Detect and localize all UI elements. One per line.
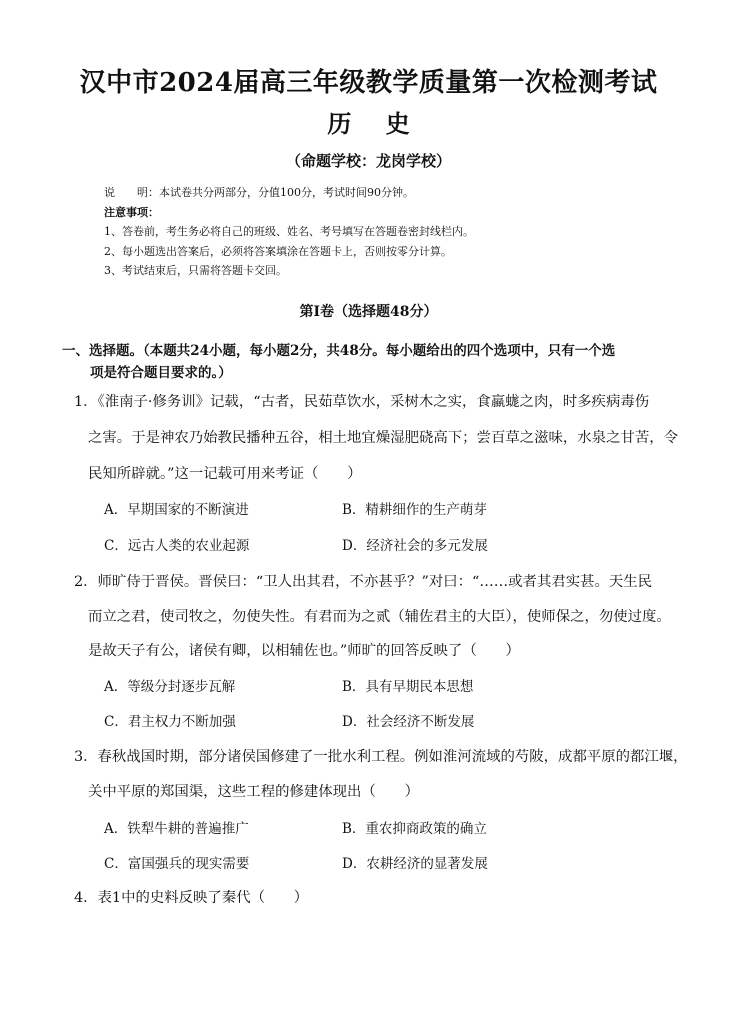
instruction-line: 项是符合题目要求的。） [90,365,232,381]
question-text: 关中平原的郑国渠，这些工程的修建体现出（ ） [88,784,419,800]
option-c[interactable]: C．君主权力不断加强 [104,714,236,730]
option-c[interactable]: C．富国强兵的现实需要 [104,856,250,872]
option-d[interactable]: D．社会经济不断发展 [342,714,475,730]
question-text: 3．春秋战国时期，部分诸侯国修建了一批水利工程。例如淮河流域的芍陂，成都平原的都江堰， [74,749,688,765]
notes-item: 3、考试结束后，只需将答题卡交回。 [104,264,287,277]
notes-heading: 注意事项： [104,205,159,219]
option-b[interactable]: B．重农抑商政策的确立 [342,821,487,837]
exam-notes [104,183,474,281]
option-b[interactable]: B．精耕细作的生产萌芽 [342,502,487,518]
section-instruction [62,340,692,384]
option-c[interactable]: C．远古人类的农业起源 [104,538,250,554]
section-title: 第Ⅰ卷（选择题48分） [299,304,438,320]
school-line: （命题学校：龙岗学校） [285,152,451,170]
question-text: 之害。于是神农乃始教民播种五谷，相土地宜燥湿肥硗高下；尝百草之滋味，水泉之甘苦，令 [88,430,679,446]
subject-title: 历 史 [327,109,410,138]
notes-item: 1、答卷前，考生务必将自己的班级、姓名、考号填写在答题卷密封线栏内。 [104,225,474,238]
question-text: 4．表1中的史料反映了秦代（ ） [74,890,309,906]
question-text: 是故天子有公，诸侯有卿，以相辅佐也。”师旷的回答反映了（ ） [88,643,520,659]
question-text: 1．《淮南子·修务训》记载，“古者，民茹草饮水，采树木之实，食蠃蛖之肉，时多疾病毒伤 [74,394,650,410]
exam-title: 汉中市2024届高三年级教学质量第一次检测考试 [79,68,658,98]
question-text: 民知所辟就。”这一记载可用来考证（ ） [88,466,362,482]
option-d[interactable]: D．农耕经济的显著发展 [342,856,488,872]
option-a[interactable]: A．早期国家的不断演进 [104,502,249,518]
question-text: 2．师旷侍于晋侯。晋侯曰：“卫人出其君，不亦甚乎？”对曰：“……或者其君实甚。天生民 [74,574,653,590]
instruction-line: 一、选择题。（本题共24小题，每小题2分，共48分。每小题给出的四个选项中，只有一个选 [62,343,616,359]
question-text: 而立之君，使司牧之，勿使失性。有君而为之贰（辅佐君主的大臣），使师保之，勿使过度。 [88,609,671,625]
option-a[interactable]: A．铁犁牛耕的普遍推广 [104,821,249,837]
option-d[interactable]: D．经济社会的多元发展 [342,538,488,554]
option-b[interactable]: B．具有早期民本思想 [342,679,474,695]
notes-item: 2、每小题选出答案后，必须将答案填涂在答题卡上，否则按零分计算。 [104,244,452,258]
notes-description: 说 明：本试卷共分两部分，分值100分，考试时间90分钟。 [104,186,414,199]
option-a[interactable]: A．等级分封逐步瓦解 [104,679,236,695]
